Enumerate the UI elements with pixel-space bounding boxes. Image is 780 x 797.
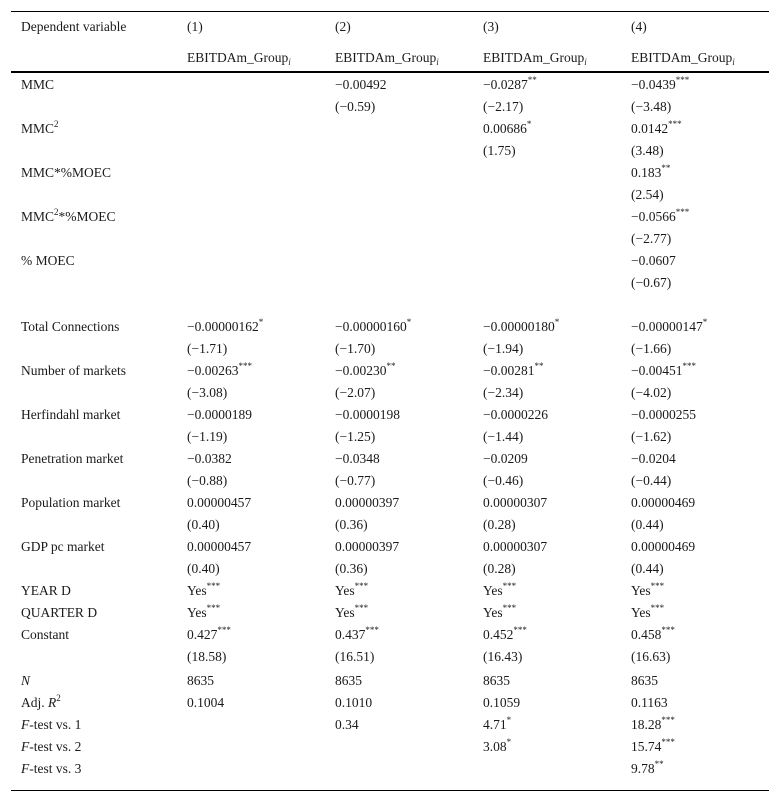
col-num-3: (3) xyxy=(483,19,499,34)
yes-cell: Yes*** xyxy=(335,581,369,598)
table-row-gdp-pc-market xyxy=(0,536,780,558)
tstat-cell: (1.75) xyxy=(483,143,516,158)
coef-cell: 0.452*** xyxy=(483,625,527,642)
table-row-quarter-d xyxy=(0,602,780,624)
tstat-cell: (−0.44) xyxy=(631,473,672,488)
tstat-cell: (−3.08) xyxy=(187,385,228,400)
coef-cell: 0.00000397 xyxy=(335,539,400,554)
header-number-row xyxy=(0,16,780,38)
tstat-cell: (−0.59) xyxy=(335,99,376,114)
stat-cell: 4.71* xyxy=(483,715,512,732)
table-row-year-d xyxy=(0,580,780,602)
tstat-cell: (18.58) xyxy=(187,649,227,664)
tstat-cell: (−2.17) xyxy=(483,99,524,114)
coef-cell: −0.00000147* xyxy=(631,317,708,334)
col-num-2: (2) xyxy=(335,19,351,34)
coef-cell: −0.00451*** xyxy=(631,361,696,378)
row-label: MMC$^2$*%MOEC xyxy=(21,207,116,224)
row-label: QUARTER D xyxy=(21,605,98,620)
stat-cell: 0.1010 xyxy=(335,695,373,710)
tstat-cell: (0.40) xyxy=(187,561,220,576)
table-row-mmc-moec xyxy=(0,162,780,184)
tstat-cell: (16.43) xyxy=(483,649,523,664)
yes-cell: Yes*** xyxy=(483,581,517,598)
coef-cell: −0.0000189 xyxy=(187,407,252,422)
stat-cell: 8635 xyxy=(631,673,658,688)
table-row-mmc2-tstat xyxy=(0,140,780,162)
stat-cell: 8635 xyxy=(483,673,510,688)
row-label: F-test vs. 2 xyxy=(21,739,82,754)
tstat-cell: (−3.48) xyxy=(631,99,672,114)
table-row-number-of-markets xyxy=(0,360,780,382)
tstat-cell: (16.63) xyxy=(631,649,671,664)
coef-cell: 0.00000457 xyxy=(187,539,252,554)
col-var-2: EBITDAm_Group$_i$ xyxy=(335,50,439,67)
coef-cell: −0.0607 xyxy=(631,253,676,268)
table-bottom-rule xyxy=(11,790,769,791)
coef-cell: −0.0287** xyxy=(483,75,537,92)
tstat-cell: (−1.25) xyxy=(335,429,376,444)
table-row-gdp-pc-market-tstat xyxy=(0,558,780,580)
table-row-n xyxy=(0,670,780,692)
table-row-herfindahl-market xyxy=(0,404,780,426)
coef-cell: −0.0000255 xyxy=(631,407,696,422)
row-label: Population market xyxy=(21,495,121,510)
coef-cell: −0.00000160* xyxy=(335,317,412,334)
yes-cell: Yes*** xyxy=(631,581,665,598)
table-row-constant xyxy=(0,624,780,646)
table-row-penetration-market-tstat xyxy=(0,470,780,492)
coef-cell: 0.427*** xyxy=(187,625,231,642)
row-label: Herfindahl market xyxy=(21,407,121,422)
yes-cell: Yes*** xyxy=(187,581,221,598)
stat-cell: 0.34 xyxy=(335,717,359,732)
tstat-cell: (−2.07) xyxy=(335,385,376,400)
row-label: Constant xyxy=(21,627,70,642)
table-row-population-market-tstat xyxy=(0,514,780,536)
tstat-cell: (−1.44) xyxy=(483,429,524,444)
stat-cell: 3.08* xyxy=(483,737,512,754)
stat-cell: 8635 xyxy=(335,673,362,688)
coef-cell: 0.437*** xyxy=(335,625,379,642)
tstat-cell: (−1.62) xyxy=(631,429,672,444)
coef-cell: −0.0439*** xyxy=(631,75,690,92)
coef-cell: 0.00686* xyxy=(483,119,532,136)
tstat-cell: (0.28) xyxy=(483,517,516,532)
row-label: Total Connections xyxy=(21,319,120,334)
coef-cell: −0.0348 xyxy=(335,451,380,466)
tstat-cell: (−1.66) xyxy=(631,341,672,356)
table-row-f-test-1 xyxy=(0,714,780,736)
table-row-mmc2 xyxy=(0,118,780,140)
tstat-cell: (−1.19) xyxy=(187,429,228,444)
stat-cell: 15.74*** xyxy=(631,737,675,754)
tstat-cell: (0.40) xyxy=(187,517,220,532)
table-row-constant-tstat xyxy=(0,646,780,668)
row-label: N xyxy=(21,673,31,688)
tstat-cell: (0.36) xyxy=(335,561,368,576)
yes-cell: Yes*** xyxy=(187,603,221,620)
coef-cell: 0.183** xyxy=(631,163,671,180)
row-label: MMC*%MOEC xyxy=(21,165,112,180)
col-var-4: EBITDAm_Group$_i$ xyxy=(631,50,735,67)
tstat-cell: (−1.70) xyxy=(335,341,376,356)
coef-cell: 0.00000457 xyxy=(187,495,252,510)
table-row-herfindahl-market-tstat xyxy=(0,426,780,448)
table-row-number-of-markets-tstat xyxy=(0,382,780,404)
yes-cell: Yes*** xyxy=(631,603,665,620)
row-label: F-test vs. 3 xyxy=(21,761,82,776)
table-row-total-connections xyxy=(0,316,780,338)
coef-cell: −0.0204 xyxy=(631,451,676,466)
tstat-cell: (−1.94) xyxy=(483,341,524,356)
table-row-mmc-tstat xyxy=(0,96,780,118)
table-header-rule xyxy=(11,71,769,73)
tstat-cell: (16.51) xyxy=(335,649,375,664)
table-row-mmc2-moec xyxy=(0,206,780,228)
coef-cell: −0.0000226 xyxy=(483,407,548,422)
coef-cell: 0.00000397 xyxy=(335,495,400,510)
row-label: MMC$^2$ xyxy=(21,119,59,136)
table-row-mmc xyxy=(0,74,780,96)
tstat-cell: (0.36) xyxy=(335,517,368,532)
coef-cell: −0.00281** xyxy=(483,361,544,378)
row-label: Adj. $R^2$ xyxy=(21,693,61,710)
col-num-4: (4) xyxy=(631,19,647,34)
tstat-cell: (−4.02) xyxy=(631,385,672,400)
tstat-cell: (0.44) xyxy=(631,517,664,532)
row-label: MMC xyxy=(21,77,55,92)
tstat-cell: (2.54) xyxy=(631,187,664,202)
table-row-f-test-2 xyxy=(0,736,780,758)
table-row-f-test-3 xyxy=(0,758,780,780)
coef-cell: −0.00492 xyxy=(335,77,387,92)
coef-cell: −0.00000162* xyxy=(187,317,264,334)
tstat-cell: (0.28) xyxy=(483,561,516,576)
coef-cell: 0.00000469 xyxy=(631,495,696,510)
table-row-penetration-market xyxy=(0,448,780,470)
table-row-adj-r2 xyxy=(0,692,780,714)
tstat-cell: (−2.34) xyxy=(483,385,524,400)
yes-cell: Yes*** xyxy=(483,603,517,620)
table-top-rule xyxy=(11,11,769,12)
table-row-population-market xyxy=(0,492,780,514)
coef-cell: −0.0000198 xyxy=(335,407,400,422)
col-var-1: EBITDAm_Group$_i$ xyxy=(187,50,291,67)
coef-cell: 0.00000307 xyxy=(483,495,548,510)
coef-cell: −0.0382 xyxy=(187,451,232,466)
table-row-mmc2-moec-tstat xyxy=(0,228,780,250)
coef-cell: 0.00000307 xyxy=(483,539,548,554)
row-label: Penetration market xyxy=(21,451,124,466)
tstat-cell: (3.48) xyxy=(631,143,664,158)
tstat-cell: (0.44) xyxy=(631,561,664,576)
tstat-cell: (−0.46) xyxy=(483,473,524,488)
coef-cell: 0.458*** xyxy=(631,625,675,642)
table-row-moec xyxy=(0,250,780,272)
row-label: YEAR D xyxy=(21,583,71,598)
col-var-3: EBITDAm_Group$_i$ xyxy=(483,50,587,67)
row-label: GDP pc market xyxy=(21,539,105,554)
stat-cell: 0.1059 xyxy=(483,695,521,710)
tstat-cell: (−1.71) xyxy=(187,341,228,356)
tstat-cell: (−2.77) xyxy=(631,231,672,246)
col-num-1: (1) xyxy=(187,19,203,34)
coef-cell: −0.0566*** xyxy=(631,207,690,224)
tstat-cell: (−0.67) xyxy=(631,275,672,290)
row-label: Number of markets xyxy=(21,363,126,378)
coef-cell: −0.0209 xyxy=(483,451,528,466)
header-variable-row xyxy=(0,47,780,69)
coef-cell: −0.00263*** xyxy=(187,361,252,378)
dependent-variable-label: Dependent variable xyxy=(21,19,127,34)
stat-cell: 0.1004 xyxy=(187,695,225,710)
coef-cell: −0.00000180* xyxy=(483,317,560,334)
row-label: F-test vs. 1 xyxy=(21,717,82,732)
stat-cell: 18.28*** xyxy=(631,715,675,732)
yes-cell: Yes*** xyxy=(335,603,369,620)
row-label: % MOEC xyxy=(21,253,75,268)
tstat-cell: (−0.77) xyxy=(335,473,376,488)
stat-cell: 8635 xyxy=(187,673,214,688)
table-row-total-connections-tstat xyxy=(0,338,780,360)
coef-cell: 0.00000469 xyxy=(631,539,696,554)
tstat-cell: (−0.88) xyxy=(187,473,228,488)
stat-cell: 0.1163 xyxy=(631,695,668,710)
coef-cell: −0.00230** xyxy=(335,361,396,378)
table-row-moec-tstat xyxy=(0,272,780,294)
stat-cell: 9.78** xyxy=(631,759,664,776)
table-row-mmc-moec-tstat xyxy=(0,184,780,206)
coef-cell: 0.0142*** xyxy=(631,119,682,136)
